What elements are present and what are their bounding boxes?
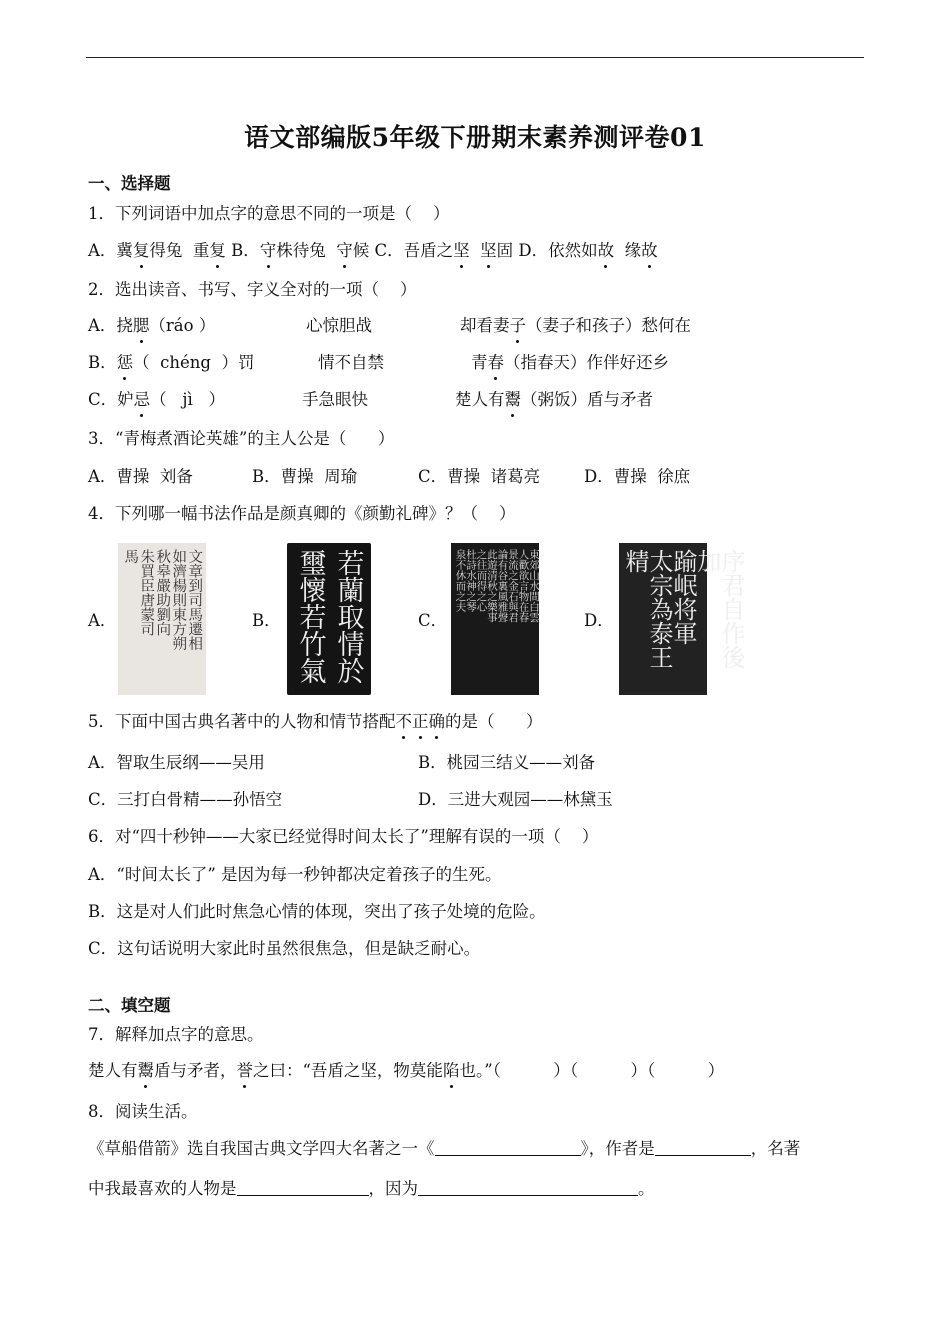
question-8-stem: 8．阅读生活。 <box>88 1102 198 1121</box>
q3-option-d: D．曹操 徐庶 <box>584 467 691 486</box>
calligraphy-image-c: 東郊山水間白雲 人歡欲言物在春 景流之金石與君 論有谷裏風雅聲 此遊清秋之樂事 之往而得之心 杜詩水神之琴 泉不休而之夫 <box>451 543 539 695</box>
q6-option-c: C．这句话说明大家此时虽然很焦急，但是缺乏耐心。 <box>88 939 481 958</box>
header-rule <box>86 57 864 58</box>
q3-option-a: A．曹操 刘备 <box>88 467 193 486</box>
q4-label-c: C． <box>418 611 448 630</box>
calligraphy-image-a: 文章到司馬遷相 如濟楊則東方朔 秋皋嚴助劉向 朱買臣唐蒙司 馬 <box>118 543 206 695</box>
answer-blank-author[interactable] <box>655 1139 751 1156</box>
q5-option-b: B．桃园三结义——刘备 <box>418 753 596 772</box>
question-6-stem: 6．对“四十秒钟——大家已经觉得时间太长了”理解有误的一项（ ） <box>88 827 599 846</box>
q3-option-c: C．曹操 诸葛亮 <box>418 467 541 486</box>
question-7-sentence: 楚人有鬻盾与矛者，誉之曰：“吾盾之坚，物莫能陷也。”（ ）（ ）（ ） <box>88 1061 725 1080</box>
calligraphy-image-d: 序君自作後加 踰岷将軍 太宗為泰王精 <box>619 543 707 695</box>
calligraphy-image-b: 若蘭取情於 璽懷若竹氣 <box>287 543 371 695</box>
answer-blank-reason[interactable] <box>418 1179 638 1196</box>
question-8-line-2: 中我最喜欢的人物是 ，因为 。 <box>88 1179 655 1198</box>
question-8-line-1: 《草船借箭》选自我国古典文学四大名著之一《 》，作者是 ，名著 <box>88 1139 801 1158</box>
q2-a-word2: 心惊胆战 <box>306 316 372 335</box>
section-heading-fill: 二、填空题 <box>88 996 171 1015</box>
question-1-options: A．冀复得兔 重复 B．守株待兔 守候 C．吾盾之坚 坚固 D．依然如故 缘故 <box>88 241 658 260</box>
q6-option-b: B．这是对人们此时焦急心情的体现，突出了孩子处境的危险。 <box>88 902 546 921</box>
page-title: 语文部编版5年级下册期末素养测评卷01 <box>244 123 706 152</box>
q2-c-word2: 手急眼快 <box>302 390 368 409</box>
question-4-stem: 4．下列哪一幅书法作品是颜真卿的《颜勤礼碑》？（ ） <box>88 504 516 523</box>
section-heading-choice: 一、选择题 <box>88 174 171 193</box>
answer-blank-book[interactable] <box>435 1139 581 1156</box>
q2-c-word3: 楚人有鬻（粥饭）盾与矛者 <box>455 390 653 409</box>
q4-label-d: D． <box>584 611 614 630</box>
question-1-stem: 1．下列词语中加点字的意思不同的一项是（ ） <box>88 204 450 223</box>
answer-blank-character[interactable] <box>237 1179 369 1196</box>
q5-option-a: A．智取生辰纲——吴用 <box>88 753 265 772</box>
q6-option-a: A．“时间太长了” 是因为每一秒钟都决定着孩子的生死。 <box>88 865 502 884</box>
question-2-stem: 2．选出读音、书写、字义全对的一项（ ） <box>88 280 417 299</box>
q4-label-a: A． <box>88 611 117 630</box>
q5-option-d: D．三进大观园——林黛玉 <box>418 790 613 809</box>
q3-option-b: B．曹操 周瑜 <box>252 467 358 486</box>
q2-a-word3: 却看妻子（妻子和孩子）愁何在 <box>460 316 691 335</box>
q2-b-word3: 青春（指春天）作伴好还乡 <box>471 353 669 372</box>
question-7-stem: 7．解释加点字的意思。 <box>88 1025 264 1044</box>
q2-c-word1: C．妒忌（ jì ） <box>88 390 225 409</box>
q4-label-b: B． <box>252 611 281 630</box>
q2-a-word1: A．挠腮（ráo ） <box>88 316 216 335</box>
q2-b-word1: B．惩（ chéng ）罚 <box>88 353 255 372</box>
question-3-stem: 3．“青梅煮酒论英雄”的主人公是（ ） <box>88 429 395 448</box>
q5-option-c: C．三打白骨精——孙悟空 <box>88 790 283 809</box>
q2-b-word2: 情不自禁 <box>318 353 384 372</box>
question-5-stem: 5．下面中国古典名著中的人物和情节搭配不正确的是（ ） <box>88 712 543 731</box>
